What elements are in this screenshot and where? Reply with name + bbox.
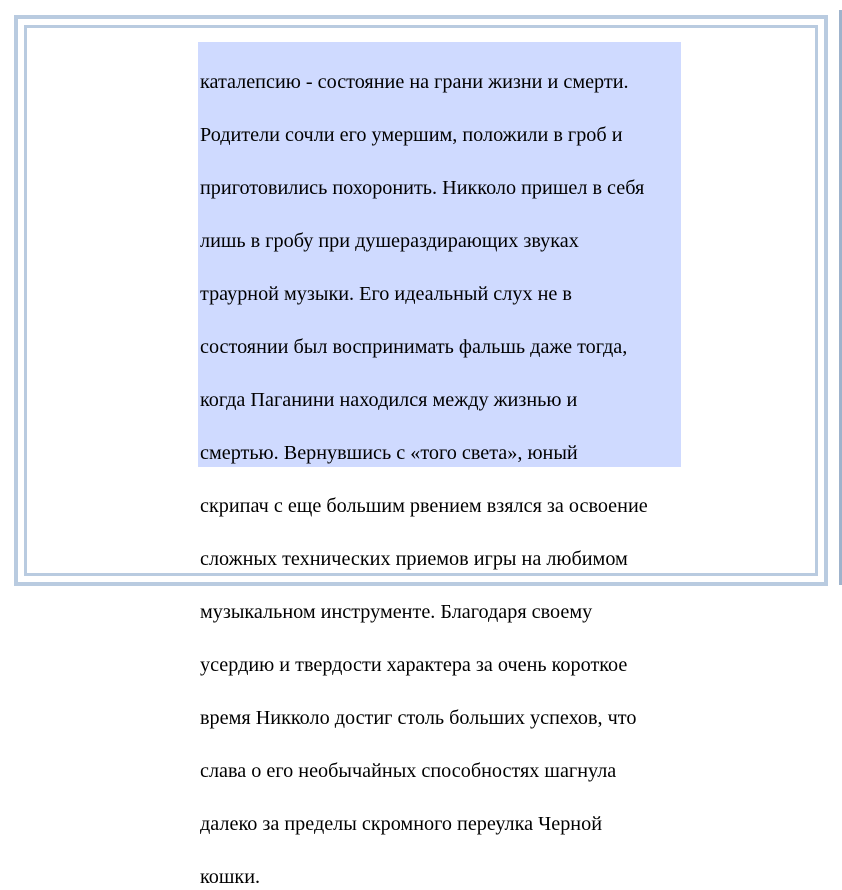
text-line: смертью. Вернувшись с «того света», юный <box>200 441 578 464</box>
text-line: когда Паганини находился между жизнью и <box>200 388 578 411</box>
text-line: Родители сочли его умершим, положили в гроб и <box>200 123 623 146</box>
text-line: приготовились похоронить. Никколо пришел в себя <box>200 176 645 199</box>
text-line: слава о его необычайных способностях шагнула <box>200 759 617 782</box>
text-line: лишь в гробу при душераздирающих звуках <box>200 229 579 252</box>
text-line: сложных технических приемов игры на любимом <box>200 547 628 570</box>
text-line: музыкальном инструменте. Благодаря своему <box>200 600 593 623</box>
text-line: каталепсию - состояние на грани жизни и смерти. <box>200 70 629 93</box>
text-line: скрипач с еще большим рвением взялся за освоение <box>200 494 648 517</box>
text-line: время Никколо достиг столь больших успехов, что <box>200 706 637 729</box>
paragraph <box>200 42 681 890</box>
text-line: кошки. <box>200 865 261 888</box>
text-block <box>198 42 681 888</box>
text-line: траурной музыки. Его идеальный слух не в <box>200 282 572 305</box>
text-line: усердию и твердости характера за очень короткое <box>200 653 628 676</box>
text-line: состоянии был воспринимать фальшь даже тогда, <box>200 335 628 358</box>
text-line: далеко за пределы скромного переулка Черной <box>200 812 602 835</box>
